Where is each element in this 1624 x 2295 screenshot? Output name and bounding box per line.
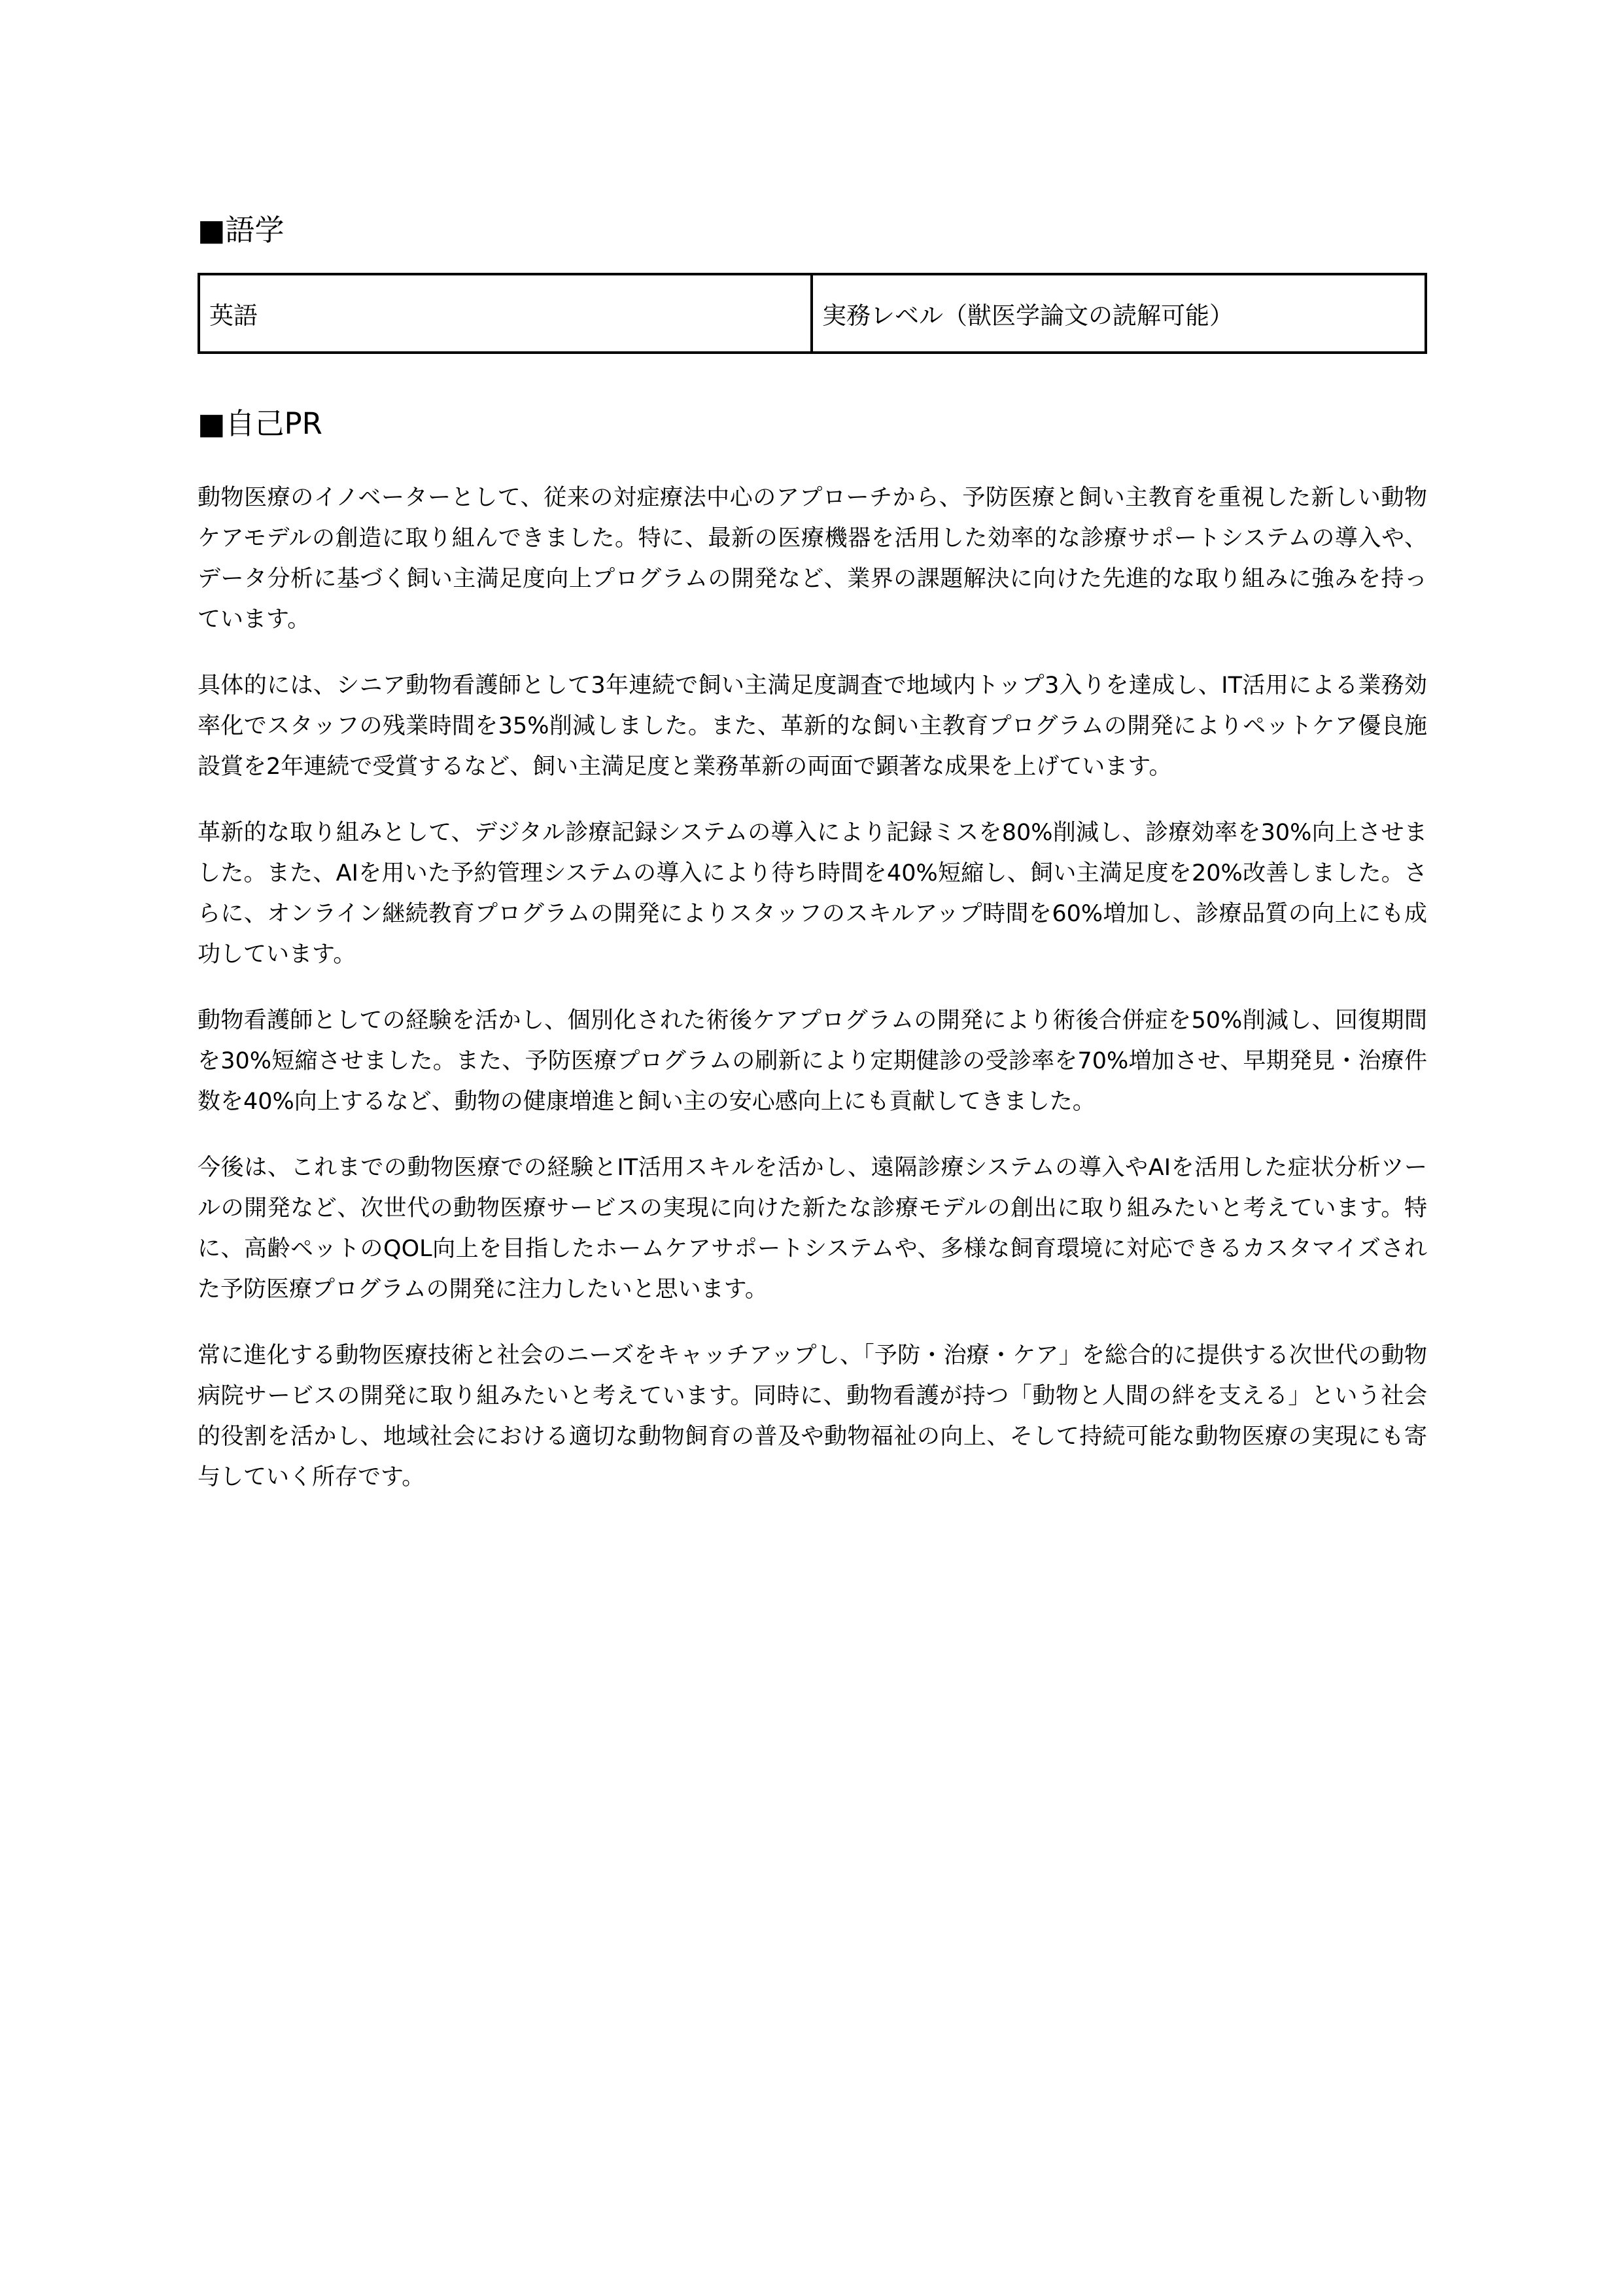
self-pr-paragraph: 今後は、これまでの動物医療での経験とIT活用スキルを活かし、遠隔診療システムの導入やAIを活用した症状分析ツールの開発など、次世代の動物医療サービスの実現に向けた新たな診療モデルの創出に取り組みたいと考えています。特に、高齢ペットのQOL向上を目指したホームケアサポートシステムや、多様な飼育環境に対応できるカスタマイズされた予防医療プログラムの開発に注力したいと思います。 (198, 1155, 1427, 1303)
self-pr-section-heading: ■自己PR (198, 406, 322, 441)
language-level-cell: 実務レベル（獣医学論文の読解可能） (822, 302, 1234, 330)
self-pr-paragraph: 常に進化する動物医療技術と社会のニーズをキャッチアップし、「予防・治療・ケア」を総合的に提供する次世代の動物病院サービスの開発に取り組みたいと考えています。同時に、動物看護が持つ「動物と人間の絆を支える」という社会的役割を活かし、地域社会における適切な動物飼育の普及や動物福祉の向上、そして持続可能な動物医療の実現にも寄与していく所存です。 (198, 1342, 1427, 1490)
self-pr-paragraph: 動物看護師としての経験を活かし、個別化された術後ケアプログラムの開発により術後合併症を50%削減し、回復期間を30%短縮させました。また、予防医療プログラムの刷新により定期健診の受診率を70%増加させ、早期発見・治療件数を40%向上するなど、動物の健康増進と飼い主の安心感向上にも貢献してきました。 (198, 1007, 1427, 1115)
self-pr-paragraph: 具体的には、シニア動物看護師として3年連続で飼い主満足度調査で地域内トップ3入りを達成し、IT活用による業務効率化でスタッフの残業時間を35%削減しました。また、革新的な飼い主教育プログラムの開発によりペットケア優良施設賞を2年連続で受賞するなど、飼い主満足度と業務革新の両面で顕著な成果を上げています。 (198, 673, 1427, 780)
language-name-cell: 英語 (200, 275, 813, 351)
language-section-heading: ■語学 (198, 213, 285, 247)
self-pr-body (198, 478, 1427, 1523)
self-pr-paragraph: 動物医療のイノベーターとして、従来の対症療法中心のアプローチから、予防医療と飼い主教育を重視した新しい動物ケアモデルの創造に取り組んできました。特に、最新の医療機器を活用した効率的な診療サポートシステムの導入や、データ分析に基づく飼い主満足度向上プログラムの開発など、業界の課題解決に向けた先進的な取り組みに強みを持っています。 (198, 485, 1427, 633)
language-table (198, 273, 1427, 354)
self-pr-paragraph: 革新的な取り組みとして、デジタル診療記録システムの導入により記録ミスを80%削減し、診療効率を30%向上させました。また、AIを用いた予約管理システムの導入により待ち時間を40%短縮し、飼い主満足度を20%改善しました。さらに、オンライン継続教育プログラムの開発によりスタッフのスキルアップ時間を60%増加し、診療品質の向上にも成功しています。 (198, 820, 1427, 968)
